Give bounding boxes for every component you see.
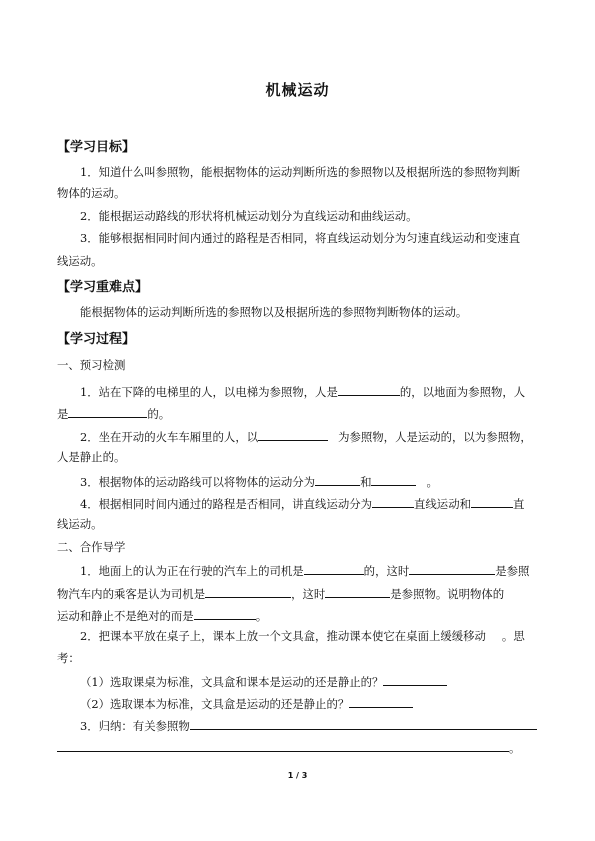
goal-line-1-cont: 物体的运动。 — [57, 186, 126, 200]
p1-q1-text-c: 是 — [57, 407, 69, 421]
p2-q1-text-g: 运动和静止不是绝对的而是 — [57, 609, 194, 623]
p2-q1-text-c: 是参照 — [495, 564, 530, 578]
p1-q1-text-d: 的。 — [147, 407, 171, 421]
p2-s1-text: （1）选取课桌为标准，文具盒和课本是运动的还是静止的？ — [80, 675, 384, 689]
p1-q4-blank-2[interactable] — [471, 496, 513, 508]
p2-q1-text-e: ，这时 — [291, 587, 326, 601]
p2-q3-line2 — [57, 740, 520, 755]
p2-s1-line — [80, 674, 447, 689]
goal-line-1: 1．知道什么叫参照物，能根据物体的运动判断所选的参照物以及根据所选的参照物判断 — [80, 165, 521, 179]
p1-q1-text-b: 的，以地面为参照物，人 — [399, 385, 526, 399]
p1-q1-blank-2[interactable] — [68, 406, 147, 418]
p1-q4-line2: 线运动。 — [57, 517, 103, 531]
p2-q2-line1 — [80, 630, 525, 643]
page-title: 机械运动 — [265, 81, 330, 99]
p2-q2-text-b: 。思 — [501, 629, 525, 643]
p2-q1-blank-4[interactable] — [325, 586, 390, 598]
p2-s2-text: （2）选取课本为标准，文具盒是运动的还是静止的？ — [80, 697, 350, 711]
key-heading: 【学习重难点】 — [57, 280, 149, 295]
p2-q1-text-b: 的，这时 — [363, 564, 410, 578]
goal-line-2: 2．能根据运动路线的形状将机械运动划分为直线运动和曲线运动。 — [80, 209, 418, 223]
p1-q2-blank-1[interactable] — [258, 429, 328, 441]
p2-q1-text-h: 。 — [255, 609, 268, 623]
process-heading: 【学习过程】 — [57, 332, 136, 347]
p1-q3-blank-1[interactable] — [315, 474, 360, 486]
p1-q1-blank-1[interactable] — [338, 384, 400, 396]
p2-q1-text-f: 是参照物。说明物体的 — [390, 587, 505, 601]
p1-q3-blank-2[interactable] — [371, 474, 416, 486]
p2-q1-blank-1[interactable] — [304, 563, 364, 575]
p1-q1-text-a: 1．站在下降的电梯里的人，以电梯为参照物，人是 — [80, 385, 338, 399]
p2-q1-line1 — [80, 563, 529, 578]
p2-s2-line — [80, 696, 413, 711]
p1-q2-text-b: 为参照物，人是运动的，以为参照物， — [338, 430, 532, 444]
p2-s1-blank[interactable] — [383, 674, 447, 686]
p2-q1-blank-3[interactable] — [205, 586, 291, 598]
p1-q1-line2 — [57, 406, 170, 421]
p2-q3-line1 — [80, 718, 537, 733]
p1-q1-line1 — [80, 384, 525, 399]
page-number: 1 / 3 — [287, 771, 308, 780]
p1-q4-text-c: 直 — [512, 497, 525, 511]
p2-q1-blank-2[interactable] — [409, 563, 495, 575]
p1-q2-line2: 人是静止的。 — [57, 450, 126, 464]
p1-q3-line — [80, 474, 438, 489]
p2-q1-text-a: 1．地面上的认为正在行驶的汽车上的司机是 — [80, 564, 304, 578]
p2-q3-text-b: 。 — [509, 741, 521, 755]
goal-line-3-cont: 线运动。 — [57, 254, 103, 268]
p1-q4-blank-1[interactable] — [372, 496, 414, 508]
p2-q1-blank-5[interactable] — [194, 608, 256, 620]
key-text: 能根据物体的运动判断所选的参照物以及根据所选的参照物判断物体的运动。 — [80, 305, 468, 319]
p2-q3-blank-2[interactable] — [57, 740, 509, 752]
p1-q4-text-a: 4．根据相同时间内通过的路程是否相同，讲直线运动分为 — [80, 497, 373, 511]
p1-q4-text-b: 直线运动和 — [414, 497, 471, 511]
goals-heading: 【学习目标】 — [57, 140, 136, 155]
p2-q2-text-a: 2．把课本平放在桌子上，课本上放一个文具盒，推动课本使它在桌面上缓缓移动 — [80, 629, 486, 643]
part1-label: 一、预习检测 — [57, 358, 126, 372]
part2-label: 二、合作导学 — [57, 540, 126, 554]
p1-q3-text-a: 3．根据物体的运动路线可以将物体的运动分为 — [80, 475, 316, 489]
goal-line-3: 3．能够根据相同时间内通过的路程是否相同，将直线运动划分为匀速直线运动和变速直 — [80, 231, 521, 245]
p2-q1-line3 — [57, 608, 267, 623]
p2-q1-text-d: 物汽车内的乘客是认为司机是 — [57, 587, 206, 601]
p2-q3-blank-1[interactable] — [190, 718, 537, 730]
p2-q2-line2: 考： — [57, 651, 80, 665]
p2-q1-line2 — [57, 586, 504, 601]
p1-q2-line1 — [80, 429, 532, 444]
p1-q3-text-c: 。 — [426, 475, 438, 489]
p2-s2-blank[interactable] — [349, 696, 413, 708]
p1-q3-text-b: 和 — [360, 475, 372, 489]
p1-q2-text-a: 2．坐在开动的火车车厢里的人，以 — [80, 430, 259, 444]
p1-q4-line1 — [80, 496, 524, 511]
p2-q3-text-a: 3．归纳：有关参照物 — [80, 719, 190, 733]
